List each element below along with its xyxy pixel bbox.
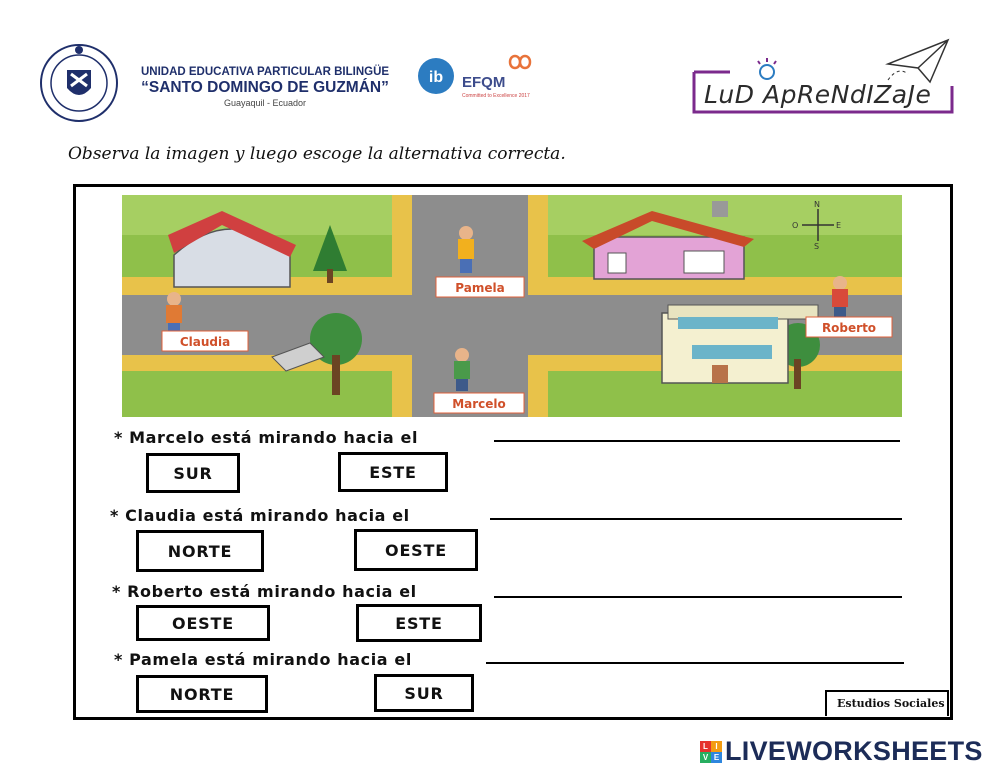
person-claudia <box>166 292 182 335</box>
question-2-text: * Claudia está mirando hacia el <box>110 506 410 525</box>
answer-line-2 <box>490 518 902 520</box>
question-4-text: * Pamela está mirando hacia el <box>114 650 412 669</box>
svg-text:ib: ib <box>428 69 444 86</box>
question-3-text: * Roberto está mirando hacia el <box>112 582 417 601</box>
label-pamela <box>436 277 524 297</box>
q2-option-oeste[interactable]: OESTE <box>354 529 478 571</box>
answer-line-4 <box>486 662 904 664</box>
svg-text:O: O <box>792 221 799 230</box>
street-map-illustration <box>122 195 902 417</box>
ib-logo <box>416 56 456 96</box>
person-roberto <box>832 276 848 321</box>
answer-line-1 <box>494 440 900 442</box>
q3-option-oeste[interactable]: OESTE <box>136 605 270 641</box>
question-1-text: * Marcelo está mirando hacia el <box>114 428 419 447</box>
subject-tag: Estudios Sociales <box>825 690 949 716</box>
instruction-text: Observa la imagen y luego escoge la alternativa correcta. <box>68 144 566 164</box>
liveworksheets-text: LIVEWORKSHEETS <box>725 736 983 766</box>
liveworksheets-brand <box>700 736 983 767</box>
label-claudia <box>162 331 248 351</box>
svg-text:E: E <box>836 221 842 230</box>
svg-text:N: N <box>814 200 820 209</box>
q3-option-este[interactable]: ESTE <box>356 604 482 642</box>
label-marcelo <box>434 393 524 413</box>
q4-option-sur[interactable]: SUR <box>374 674 474 712</box>
svg-text:S: S <box>814 242 820 251</box>
school-location: Guayaquil - Ecuador <box>223 98 307 108</box>
school-line-1: UNIDAD EDUCATIVA PARTICULAR BILINGÜE <box>140 66 390 78</box>
brand-logo-text: LuD ApReNdIZaJe <box>704 80 932 109</box>
school-line-2: “SANTO DOMINGO DE GUZMÁN” <box>141 79 389 96</box>
lightbulb-icon <box>752 56 782 82</box>
person-pamela <box>458 226 474 273</box>
liveworksheets-icon: L I V E <box>700 741 722 763</box>
q1-option-sur[interactable]: SUR <box>146 453 240 493</box>
answer-line-3 <box>494 596 902 598</box>
q4-option-norte[interactable]: NORTE <box>136 675 268 713</box>
school-name <box>136 66 394 108</box>
svg-text:Pamela: Pamela <box>455 281 505 295</box>
svg-text:Roberto: Roberto <box>821 321 877 335</box>
svg-text:Claudia: Claudia <box>179 335 231 349</box>
person-marcelo <box>454 348 470 391</box>
label-roberto <box>806 317 892 337</box>
q2-option-norte[interactable]: NORTE <box>136 530 264 572</box>
svg-text:Marcelo: Marcelo <box>452 397 506 411</box>
school-crest-logo <box>38 42 120 124</box>
efqm-loop-icon <box>506 52 534 72</box>
efqm-subtitle: Committed to Excellence 2017 <box>462 93 530 99</box>
paper-plane-icon <box>884 36 952 86</box>
q1-option-este[interactable]: ESTE <box>338 452 448 492</box>
efqm-logo: EFQM <box>462 74 506 91</box>
